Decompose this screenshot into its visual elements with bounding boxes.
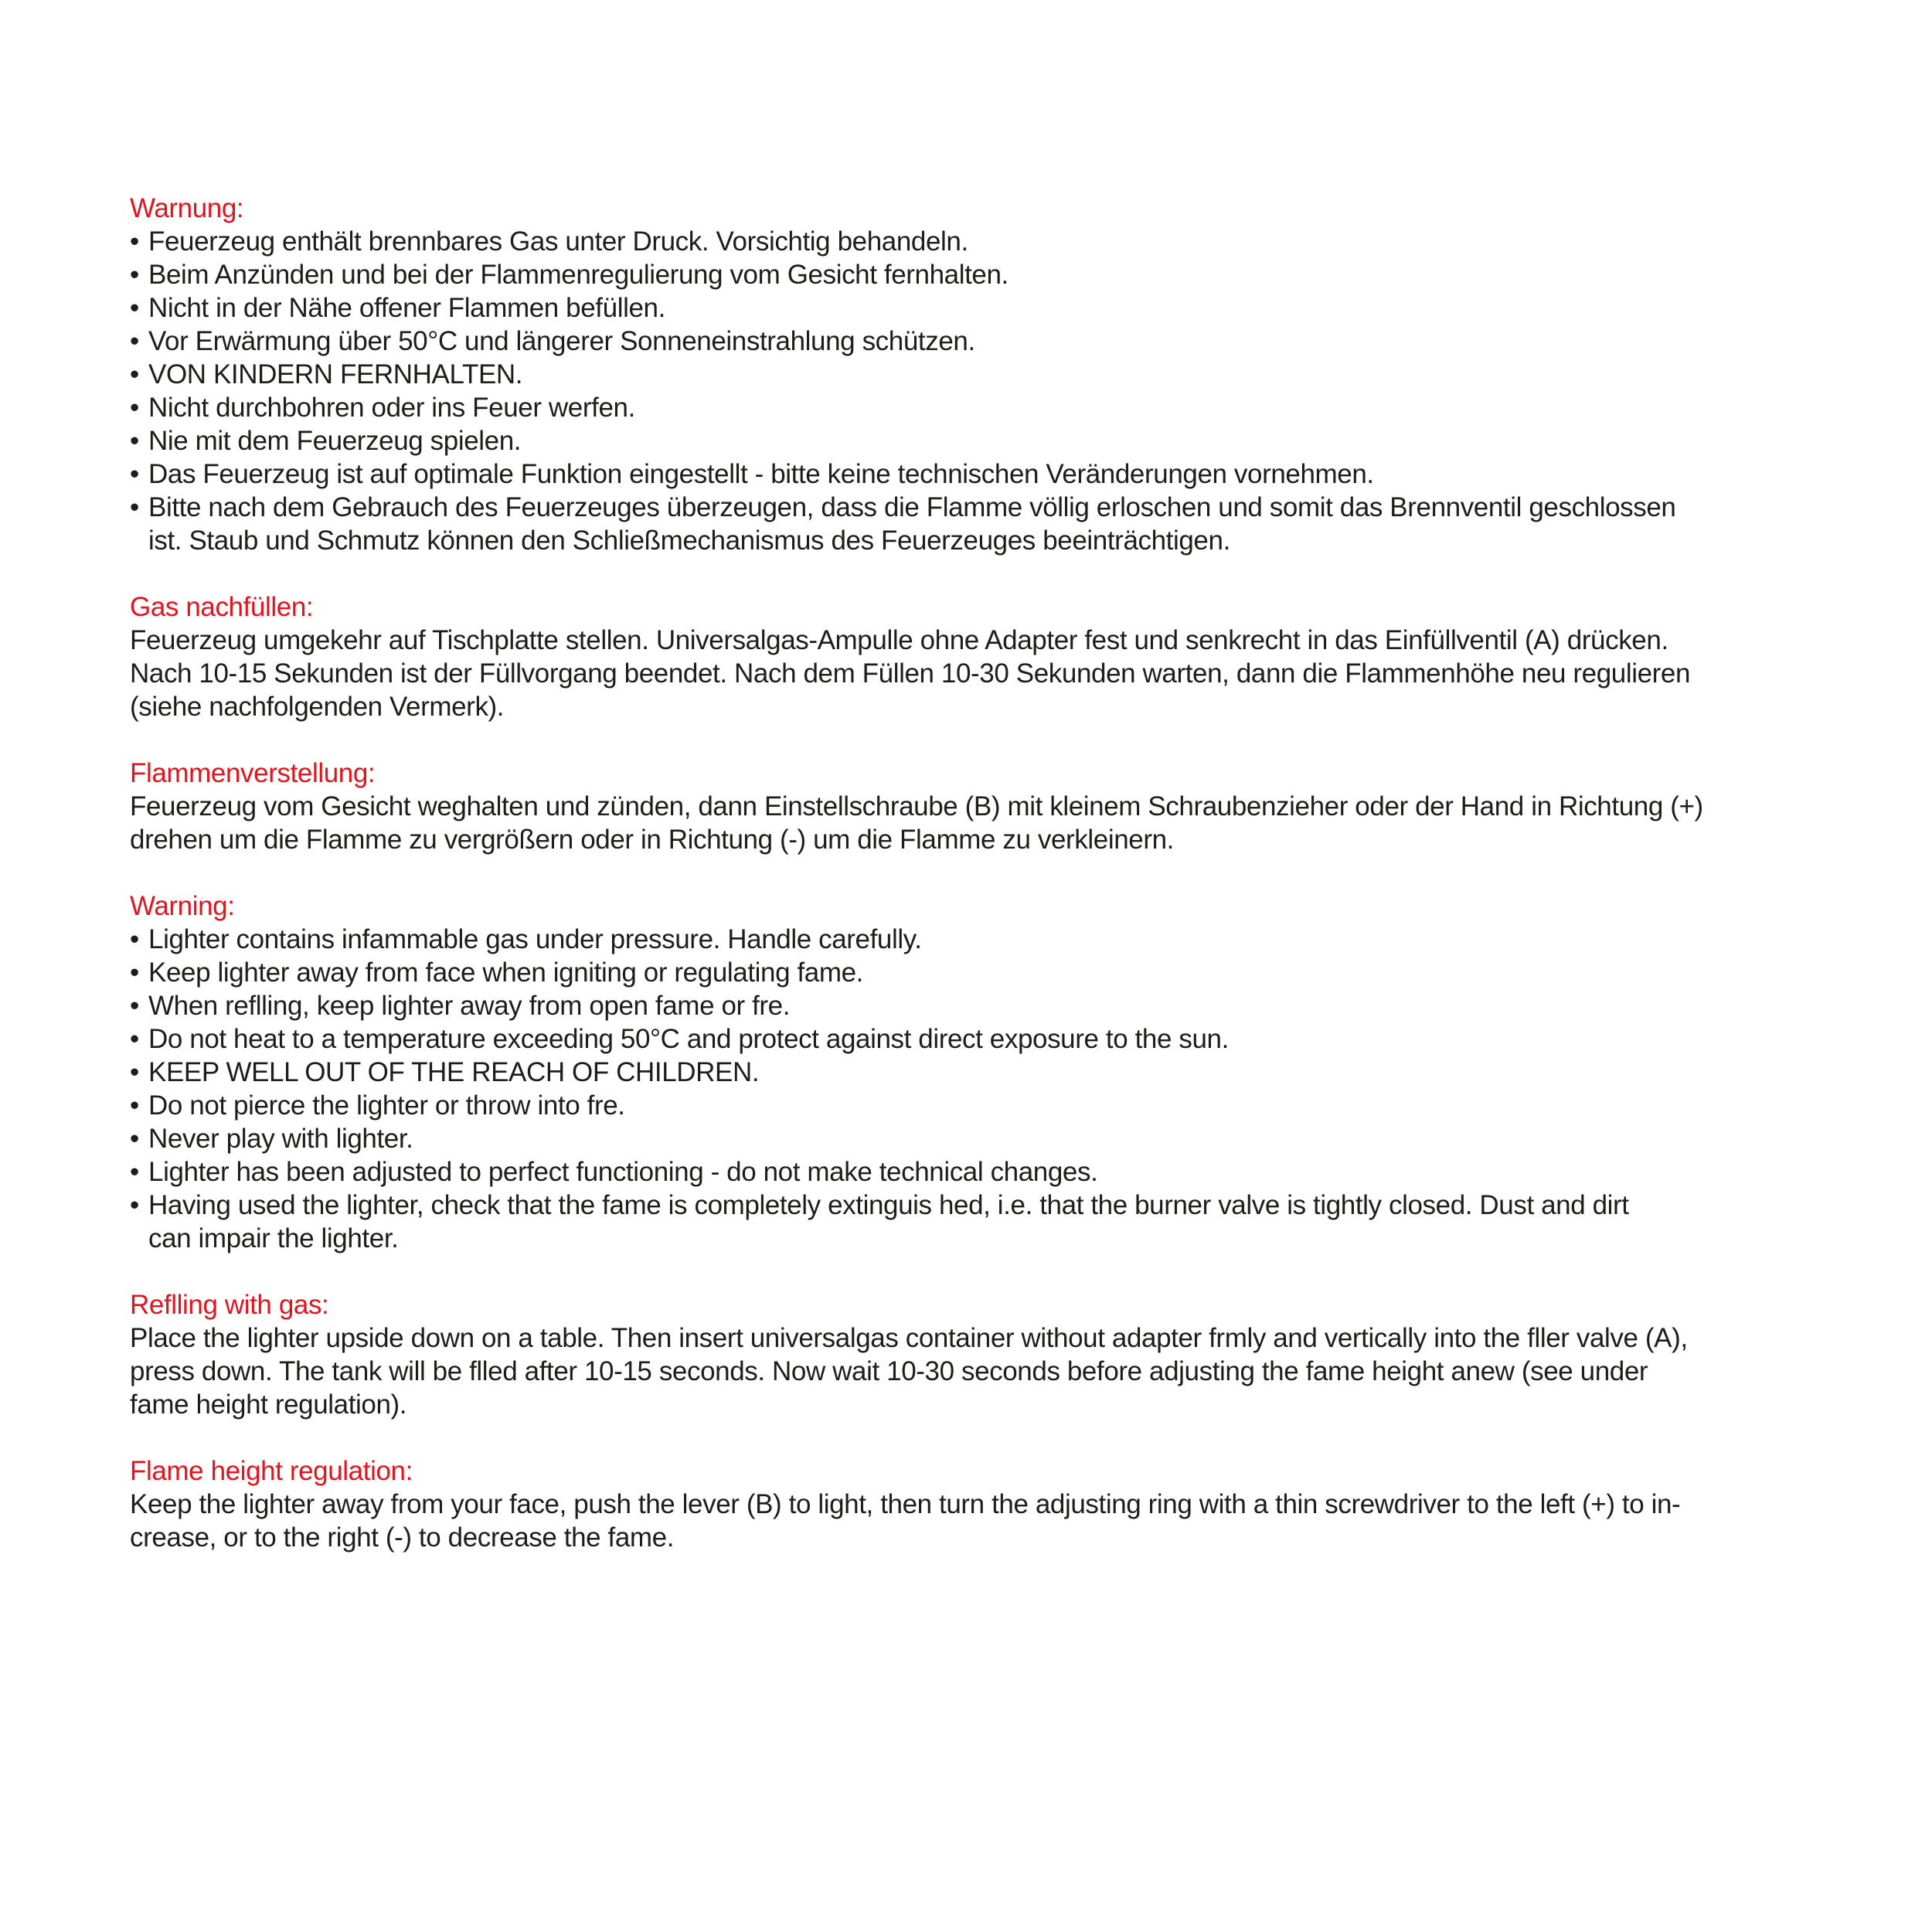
bullet-marker: • (130, 326, 139, 356)
bullet-line (130, 956, 1861, 989)
line-text: Feuerzeug enthält brennbares Gas unter Druck. Vorsichtig behandeln. (148, 226, 968, 257)
bullet-line (130, 1022, 1861, 1056)
bullet-line (130, 1122, 1861, 1155)
bullet-marker: • (130, 1190, 139, 1220)
line-text: Nach 10-15 Sekunden ist der Füllvorgang beendet. Nach dem Füllen 10-30 Sekunden warten, dann die Flammenhöhe neu regulieren (130, 658, 1691, 689)
bullet-line (130, 1155, 1861, 1189)
line-text: crease, or to the right (-) to decrease the fame. (130, 1522, 675, 1553)
bullet-marker: • (130, 1057, 139, 1087)
bullet-marker: • (130, 260, 139, 290)
bullet-line (130, 923, 1861, 956)
section-heading: Reflling with gas: (130, 1290, 329, 1320)
line-text: Bitte nach dem Gebrauch des Feuerzeuges überzeugen, dass die Flamme völlig erloschen und somit das Brennventil geschlossen (148, 492, 1676, 522)
paragraph-line (130, 823, 1861, 856)
bullet-line (130, 1189, 1861, 1222)
line-text: Having used the lighter, check that the fame is completely extinguis hed, i.e. that the burner valve is tightly closed. Dust and dirt (148, 1190, 1629, 1220)
line-text: Vor Erwärmung über 50°C und längerer Sonneneinstrahlung schützen. (148, 326, 975, 356)
line-text: Beim Anzünden und bei der Flammenregulierung vom Gesicht fernhalten. (148, 260, 1009, 290)
section-heading: Warning: (130, 891, 235, 921)
bullet-marker: • (130, 957, 139, 988)
line-text: When reflling, keep lighter away from open fame or fre. (148, 991, 791, 1021)
bullet-marker: • (130, 426, 139, 456)
line-text: Never play with lighter. (148, 1124, 413, 1154)
section (130, 757, 1861, 856)
bullet-marker: • (130, 1024, 139, 1054)
line-text: Keep lighter away from face when igniting or regulating fame. (148, 957, 864, 988)
bullet-line (130, 291, 1861, 325)
bullet-marker: • (130, 1124, 139, 1154)
bullet-line-continuation (130, 524, 1861, 557)
paragraph-line (130, 1388, 1861, 1421)
line-text: drehen um die Flamme zu vergrößern oder in Richtung (-) um die Flamme zu verkleinern. (130, 825, 1174, 855)
bullet-marker: • (130, 393, 139, 423)
bullet-marker: • (130, 1157, 139, 1187)
bullet-line (130, 491, 1861, 524)
bullet-line (130, 225, 1861, 258)
line-text: Nie mit dem Feuerzeug spielen. (148, 426, 522, 456)
bullet-marker: • (130, 226, 139, 257)
paragraph-line (130, 690, 1861, 723)
section (130, 590, 1861, 723)
section (130, 1454, 1861, 1554)
line-text: Nicht durchbohren oder ins Feuer werfen. (148, 393, 635, 423)
bullet-line (130, 457, 1861, 491)
line-text: Feuerzeug vom Gesicht weghalten und zünden, dann Einstellschraube (B) mit kleinem Schraubenzieher oder der Hand in Richtung (+) (130, 791, 1703, 821)
bullet-marker: • (130, 1090, 139, 1121)
line-text: VON KINDERN FERNHALTEN. (148, 359, 523, 389)
line-text: (siehe nachfolgenden Vermerk). (130, 692, 505, 722)
line-text: Nicht in der Nähe offener Flammen befüllen. (148, 293, 665, 323)
line-text: Place the lighter upside down on a table. Then insert universalgas container without adapter frmly and vertically into the fller valve (A), (130, 1323, 1688, 1353)
line-text: ist. Staub und Schmutz können den Schließmechanismus des Feuerzeuges beeinträchtigen. (148, 526, 1230, 556)
bullet-line (130, 358, 1861, 391)
bullet-line (130, 1089, 1861, 1122)
line-text: Lighter has been adjusted to perfect functioning - do not make technical changes. (148, 1157, 1098, 1187)
paragraph-line (130, 624, 1861, 657)
bullet-marker: • (130, 924, 139, 954)
line-text: Do not heat to a temperature exceeding 50°C and protect against direct exposure to the sun. (148, 1024, 1229, 1054)
bullet-line (130, 424, 1861, 457)
paragraph-line (130, 1321, 1861, 1355)
section (130, 192, 1861, 557)
section (130, 889, 1861, 1255)
line-text: Das Feuerzeug ist auf optimale Funktion eingestellt - bitte keine technischen Veränderungen vornehmen. (148, 459, 1374, 489)
bullet-marker: • (130, 293, 139, 323)
paragraph-line (130, 790, 1861, 823)
paragraph-line (130, 1488, 1861, 1521)
bullet-marker: • (130, 991, 139, 1021)
bullet-line (130, 391, 1861, 424)
bullet-marker: • (130, 492, 139, 522)
bullet-line (130, 1056, 1861, 1089)
instruction-sheet (130, 192, 1861, 1587)
line-text: fame height regulation). (130, 1389, 407, 1420)
paragraph-line (130, 657, 1861, 690)
section-heading: Gas nachfüllen: (130, 592, 314, 622)
section-heading: Flammenverstellung: (130, 758, 376, 788)
line-text: KEEP WELL OUT OF THE REACH OF CHILDREN. (148, 1057, 760, 1087)
section (130, 1288, 1861, 1421)
line-text: Lighter contains infammable gas under pressure. Handle carefully. (148, 924, 922, 954)
line-text: Do not pierce the lighter or throw into fre. (148, 1090, 625, 1121)
section-heading: Warnung: (130, 193, 244, 223)
bullet-marker: • (130, 359, 139, 389)
bullet-line (130, 989, 1861, 1022)
paragraph-line (130, 1521, 1861, 1554)
section-heading: Flame height regulation: (130, 1456, 413, 1486)
line-text: Keep the lighter away from your face, push the lever (B) to light, then turn the adjusting ring with a thin screwdriver to the left (+) to in- (130, 1489, 1681, 1519)
bullet-marker: • (130, 459, 139, 489)
paragraph-line (130, 1355, 1861, 1388)
bullet-line (130, 258, 1861, 291)
bullet-line-continuation (130, 1222, 1861, 1255)
bullet-line (130, 325, 1861, 358)
line-text: can impair the lighter. (148, 1223, 399, 1253)
line-text: press down. The tank will be flled after 10-15 seconds. Now wait 10-30 seconds before adjusting the fame height anew (see under (130, 1356, 1648, 1386)
line-text: Feuerzeug umgekehr auf Tischplatte stellen. Universalgas-Ampulle ohne Adapter fest und senkrecht in das Einfüllventil (A) drücken. (130, 625, 1668, 655)
